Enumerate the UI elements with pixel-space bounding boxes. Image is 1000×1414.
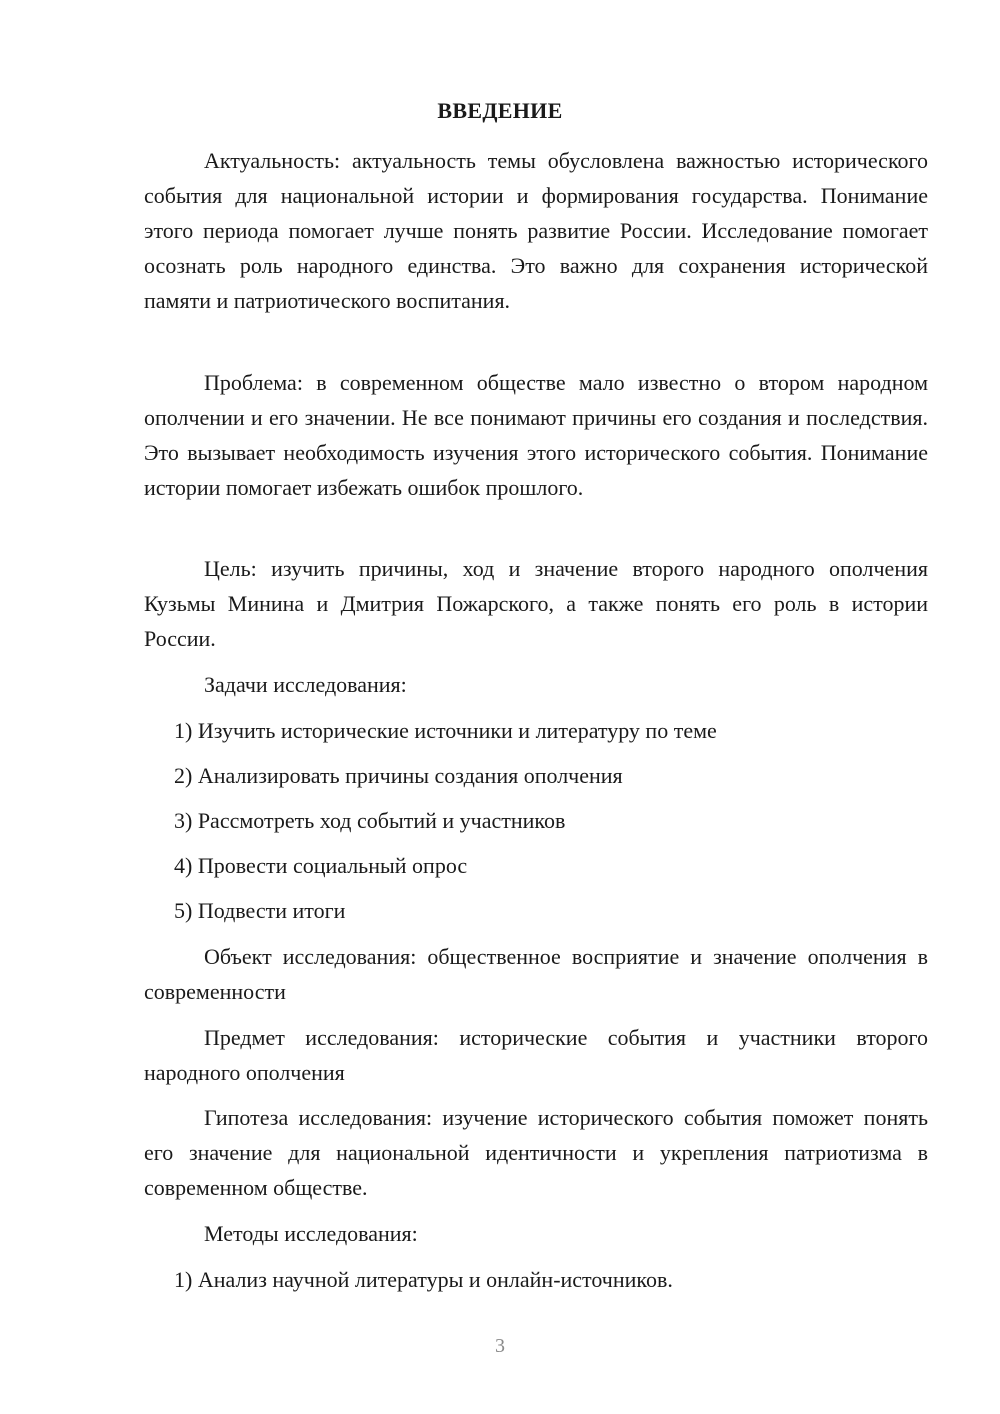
method-item-1: 1) Анализ научной литературы и онлайн-источников. — [174, 1267, 673, 1292]
paragraph-object: Объект исследования: общественное восприятие и значение ополчения в современности — [144, 944, 928, 1004]
paragraph-problem: Проблема: в современном обществе мало известно о втором народном ополчении и его значении. Не все понимают причины его создания и последствия. Это вызывает необходимость изучения этого исторического события. Понимание истории помогает избежать ошибок прошлого. — [144, 370, 928, 500]
tasks-heading: Задачи исследования: — [204, 672, 407, 697]
methods-heading: Методы исследования: — [204, 1221, 418, 1246]
page-number: 3 — [495, 1335, 505, 1357]
page-title: ВВЕДЕНИЕ — [437, 98, 563, 123]
task-item-4: 4) Провести социальный опрос — [174, 853, 468, 878]
paragraph-subject: Предмет исследования: исторические события и участники второго народного ополчения — [144, 1025, 928, 1085]
paragraph-relevance: Актуальность: актуальность темы обусловлена важностью исторического события для национальной истории и формирования государства. Понимание этого периода помогает лучше понять развитие России. Исследование помогает осознать роль народного единства. Это важно для сохранения исторической памяти и патриотического воспитания. — [144, 148, 928, 313]
task-item-5: 5) Подвести итоги — [174, 898, 346, 923]
paragraph-goal: Цель: изучить причины, ход и значение второго народного ополчения Кузьмы Минина и Дмитрия Пожарского, а также понять его роль в истории России. — [144, 556, 928, 651]
task-item-3: 3) Рассмотреть ход событий и участников — [174, 808, 566, 833]
task-item-2: 2) Анализировать причины создания ополчения — [174, 763, 623, 788]
task-item-1: 1) Изучить исторические источники и литературу по теме — [174, 718, 717, 743]
paragraph-hypothesis: Гипотеза исследования: изучение исторического события поможет понять его значение для национальной идентичности и укрепления патриотизма в современном обществе. — [144, 1105, 928, 1200]
